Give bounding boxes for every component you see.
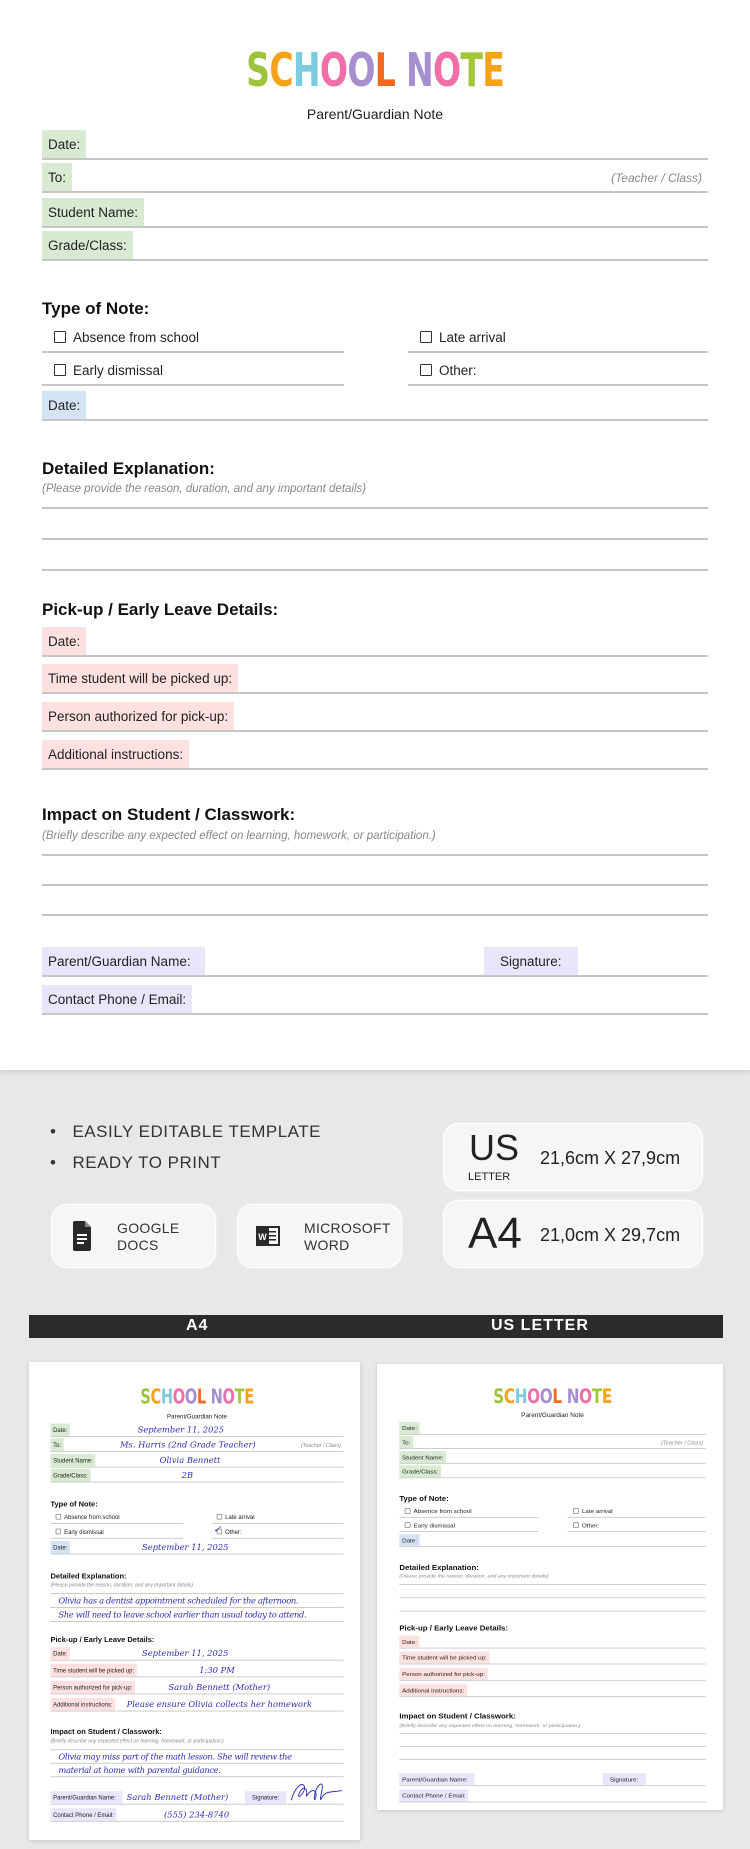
feature-item: • READY TO PRINT [50,1153,221,1173]
date-label: Date: [50,1424,69,1437]
us-letter-size-badge [443,1123,703,1191]
student-name-field[interactable] [42,198,708,228]
checkbox-icon[interactable] [420,364,432,376]
pickup-heading: Pick-up / Early Leave Details: [50,1635,155,1644]
explanation-line[interactable] [399,1597,705,1598]
microsoft-word-badge [237,1204,402,1268]
logo-letter: S [245,43,270,97]
handwritten-pickup-time: 1:30 PM [199,1665,235,1676]
grade-class-field[interactable] [399,1465,705,1478]
option-early-dismissal[interactable] [50,1525,183,1539]
logo-letter: E [482,43,505,97]
impact-line[interactable] [50,1749,343,1750]
logo-letter: O [579,1384,592,1408]
explanation-line[interactable] [50,1593,343,1594]
to-hint: (Teacher / Class) [661,1439,703,1446]
contact-label: Contact Phone / Email: [399,1790,468,1802]
handwritten-pickup-date: September 11, 2025 [142,1648,229,1659]
pickup-time-field[interactable] [399,1652,705,1665]
explanation-heading: Detailed Explanation: [399,1563,479,1572]
logo-letter: O [319,43,348,97]
type-date-label: Date: [42,391,86,419]
signature-label: Signature: [484,947,578,975]
us-size-small: LETTER [468,1171,511,1183]
to-hint: (Teacher / Class) [611,171,702,185]
impact-line[interactable] [399,1746,705,1747]
explanation-note: (Please provide the reason, duration, and any important details) [399,1573,549,1579]
explanation-note: (Please provide the reason, duration, and any important details) [50,1582,194,1588]
option-label: Late arrival [581,1507,613,1515]
option-absence[interactable] [42,323,344,353]
explanation-line[interactable] [399,1611,705,1612]
logo-letter: O [222,1384,235,1409]
handwritten-pickup-person: Sarah Bennett (Mother) [168,1682,271,1693]
explanation-note: (Please provide the reason, duration, and any important details) [42,483,367,495]
impact-line[interactable] [399,1759,705,1760]
logo-letter: H [292,43,320,97]
app-name: GOOGLE [117,1220,180,1236]
explanation-line[interactable] [399,1584,705,1585]
school-note-form [380,1366,723,1810]
option-late-arrival[interactable] [408,323,708,353]
explanation-heading: Detailed Explanation: [42,459,215,478]
handwritten-date: September 11, 2025 [137,1424,225,1435]
form-subtitle: Parent/Guardian Note [167,1412,227,1420]
to-field[interactable] [399,1436,705,1449]
student-name-label: Student Name: [399,1451,446,1463]
contact-field[interactable] [42,985,708,1015]
pickup-date-label: Date: [42,627,86,655]
logo-letter: S [140,1384,151,1409]
parent-name-label: Parent/Guardian Name: [42,947,205,975]
us-dimensions: 21,6cm X 27,9cm [540,1148,681,1168]
grade-class-label: Grade/Class: [50,1469,90,1482]
impact-line[interactable] [42,884,708,886]
checkbox-icon[interactable] [405,1523,411,1528]
to-hint: (Teacher / Class) [300,1441,341,1449]
option-label: Early dismissal [73,362,164,378]
impact-line[interactable] [50,1763,343,1764]
pickup-time-label: Time student will be picked up: [399,1652,489,1664]
preview-header-bar [29,1315,723,1338]
grade-class-label: Grade/Class: [42,231,133,259]
option-early-dismissal[interactable] [42,356,344,386]
option-late-arrival[interactable] [568,1505,706,1518]
date-label: Date: [42,130,86,158]
signature-label: Signature: [245,1791,286,1804]
handwritten-instructions: Please ensure Olivia collects her homework [126,1699,313,1710]
handwritten-impact: material at home with parental guidance. [58,1765,221,1776]
explanation-heading: Detailed Explanation: [50,1571,127,1581]
signature-label: Signature: [603,1773,646,1785]
a4-size-badge [443,1200,703,1268]
impact-note: (Briefly describe any expected effect on learning, homework, or participation.) [399,1722,581,1729]
impact-note: (Briefly describe any expected effect on learning, homework, or participation.) [50,1738,224,1744]
option-absence[interactable] [399,1505,538,1518]
logo-letter: O [527,1384,540,1408]
logo-letter: O [172,1384,185,1409]
to-label: To: [399,1436,413,1448]
form-subtitle: Parent/Guardian Note [521,1411,584,1419]
pickup-person-field[interactable] [42,702,708,732]
handwritten-student: Olivia Bennett [159,1455,221,1466]
impact-line[interactable] [50,1776,343,1777]
option-label: Absence from school [64,1513,120,1521]
pickup-time-label: Time student will be picked up: [50,1664,136,1677]
pickup-date-label: Date: [399,1636,419,1648]
to-label: To: [50,1438,63,1451]
student-name-field[interactable] [399,1451,705,1464]
pickup-time-label: Time student will be picked up: [42,664,238,692]
signature-scribble [285,1779,347,1806]
pickup-person-label: Person authorized for pick-up: [50,1681,135,1694]
option-label: Early dismissal [413,1521,455,1529]
checkbox-icon[interactable] [217,1514,222,1519]
type-of-note-heading: Type of Note: [50,1499,98,1509]
pickup-person-label: Person authorized for pick-up: [42,702,234,730]
type-of-note-heading: Type of Note: [42,299,150,318]
logo-letter: H [160,1384,173,1409]
type-date-label: Date: [399,1534,419,1546]
google-docs-icon [73,1221,91,1251]
us-letter-preview-title: US LETTER [491,1317,589,1334]
student-name-label: Student Name: [50,1454,95,1467]
option-other[interactable] [408,356,708,386]
us-size-big: US [469,1127,520,1168]
pickup-time-field[interactable] [50,1664,343,1678]
handwritten-impact: Olivia may miss part of the math lesson. She will review the [58,1752,292,1762]
option-label: Late arrival [439,329,506,345]
logo-letter: T [591,1384,602,1408]
checkbox-icon[interactable] [420,331,432,343]
us-letter-blank-preview [377,1364,723,1810]
impact-heading: Impact on Student / Classwork: [399,1712,516,1721]
option-label: Absence from school [73,329,200,345]
contact-field[interactable] [399,1790,705,1803]
logo-letter: N [566,1384,580,1408]
option-late-arrival[interactable] [212,1510,344,1524]
option-label: Early dismissal [64,1528,104,1535]
grade-class-field[interactable] [42,231,708,261]
date-field[interactable] [399,1422,705,1435]
grade-class-field[interactable] [50,1469,343,1483]
option-early-dismissal[interactable] [399,1519,538,1532]
contact-label: Contact Phone / Email: [42,985,192,1013]
pickup-heading: Pick-up / Early Leave Details: [399,1624,508,1633]
app-name: DOCS [117,1237,159,1253]
microsoft-word-icon [256,1224,280,1248]
explanation-line[interactable] [50,1607,343,1608]
parent-name-field[interactable] [42,947,708,977]
logo-letter: T [460,43,483,97]
a4-preview-title: A4 [186,1317,209,1334]
explanation-line[interactable] [42,507,708,509]
logo-letter: L [552,1384,562,1408]
school-note-logo [380,1384,723,1408]
handwritten-grade: 2B [181,1470,194,1481]
checkbox-icon[interactable] [573,1508,579,1513]
option-label: Late arrival [225,1513,255,1521]
pickup-date-field[interactable] [399,1636,705,1649]
logo-letter: E [601,1384,612,1408]
explanation-line[interactable] [42,569,708,571]
pickup-date-field[interactable] [42,627,708,657]
option-label: Other: [225,1528,242,1535]
pickup-instructions-field[interactable] [399,1684,705,1697]
a4-filled-preview [29,1362,360,1840]
logo-letter: N [405,43,433,97]
logo-letter [395,43,406,97]
option-other[interactable] [568,1519,706,1532]
logo-letter: O [539,1384,553,1408]
handwritten-type-date: September 11, 2025 [142,1542,229,1553]
to-label: To: [42,163,72,191]
parent-name-field[interactable] [399,1773,705,1786]
parent-name-label: Parent/Guardian Name: [399,1773,474,1785]
option-label: Other: [439,362,477,378]
logo-letter: O [184,1384,197,1409]
a4-size-big: A4 [468,1209,522,1258]
checkbox-icon[interactable] [54,331,66,343]
checkbox-icon[interactable] [54,364,66,376]
impact-line[interactable] [399,1733,705,1734]
explanation-line[interactable] [50,1621,343,1622]
logo-letter: C [503,1384,515,1408]
type-of-note-heading: Type of Note: [399,1494,449,1503]
form-subtitle: Parent/Guardian Note [306,106,444,122]
grade-class-label: Grade/Class: [399,1465,441,1477]
contact-label: Contact Phone / Email: [50,1808,116,1821]
logo-letter: T [234,1384,245,1409]
app-name: MICROSOFT [304,1220,391,1236]
option-absence[interactable] [50,1510,183,1524]
pickup-instructions-label: Additional instructions: [50,1698,115,1711]
a4-dimensions: 21,0cm X 29,7cm [540,1225,681,1245]
logo-letter: S [493,1384,504,1408]
pickup-instructions-label: Additional instructions: [399,1684,467,1696]
option-label: Other: [581,1521,600,1529]
handwritten-explanation: Olivia has a dentist appointment scheduled for the afternoon. [58,1595,299,1606]
handwritten-phone: (555) 234-8740 [164,1809,230,1820]
pickup-person-label: Person authorized for pick-up: [399,1668,487,1680]
logo-letter: N [210,1384,223,1409]
app-name: WORD [304,1237,350,1253]
logo-letter: E [244,1384,254,1409]
checkbox-icon[interactable] [573,1523,579,1528]
impact-heading: Impact on Student / Classwork: [50,1727,162,1736]
parent-name-label: Parent/Guardian Name: [50,1791,122,1804]
explanation-line[interactable] [42,538,708,540]
logo-letter: L [196,1384,206,1409]
option-label: Absence from school [413,1507,472,1515]
option-other[interactable] [212,1525,344,1539]
date-field[interactable] [42,130,708,160]
logo-letter: C [269,43,293,97]
handwritten-to: Ms. Harris (2nd Grade Teacher) [120,1439,256,1450]
to-field[interactable] [42,163,708,193]
impact-line[interactable] [42,854,708,856]
pickup-person-field[interactable] [399,1668,705,1681]
pickup-instructions-field[interactable] [42,740,708,770]
logo-letter: H [514,1384,528,1408]
logo-letter: O [432,43,461,97]
school-note-logo [0,42,750,98]
checkbox-icon[interactable] [405,1508,411,1513]
google-docs-badge [51,1204,216,1268]
logo-letter: O [347,43,375,97]
pickup-heading: Pick-up / Early Leave Details: [42,600,279,619]
feature-item: • EASILY EDITABLE TEMPLATE [50,1122,321,1142]
student-name-label: Student Name: [42,198,144,226]
pickup-time-field[interactable] [42,664,708,694]
pickup-instructions-label: Additional instructions: [42,740,189,768]
check-mark-icon: ✓ [213,1523,222,1536]
svg-text:W: W [258,1232,267,1242]
logo-letter: L [374,43,395,97]
impact-note: (Briefly describe any expected effect on learning, homework, or participation.) [42,830,436,842]
checkbox-icon[interactable] [56,1514,61,1519]
type-date-label: Date: [50,1541,69,1554]
impact-heading: Impact on Student / Classwork: [42,805,296,824]
checkbox-icon[interactable] [56,1529,61,1534]
handwritten-parent: Sarah Bennett (Mother) [126,1792,229,1803]
handwritten-explanation: She will need to leave school earlier than usual today to attend. [58,1609,307,1620]
type-date-field[interactable] [399,1534,705,1547]
school-note-logo [32,1384,360,1409]
impact-line[interactable] [42,914,708,916]
logo-letter: C [150,1384,161,1409]
date-label: Date: [399,1422,419,1434]
type-date-field[interactable] [42,391,708,421]
pickup-date-label: Date: [50,1647,69,1660]
